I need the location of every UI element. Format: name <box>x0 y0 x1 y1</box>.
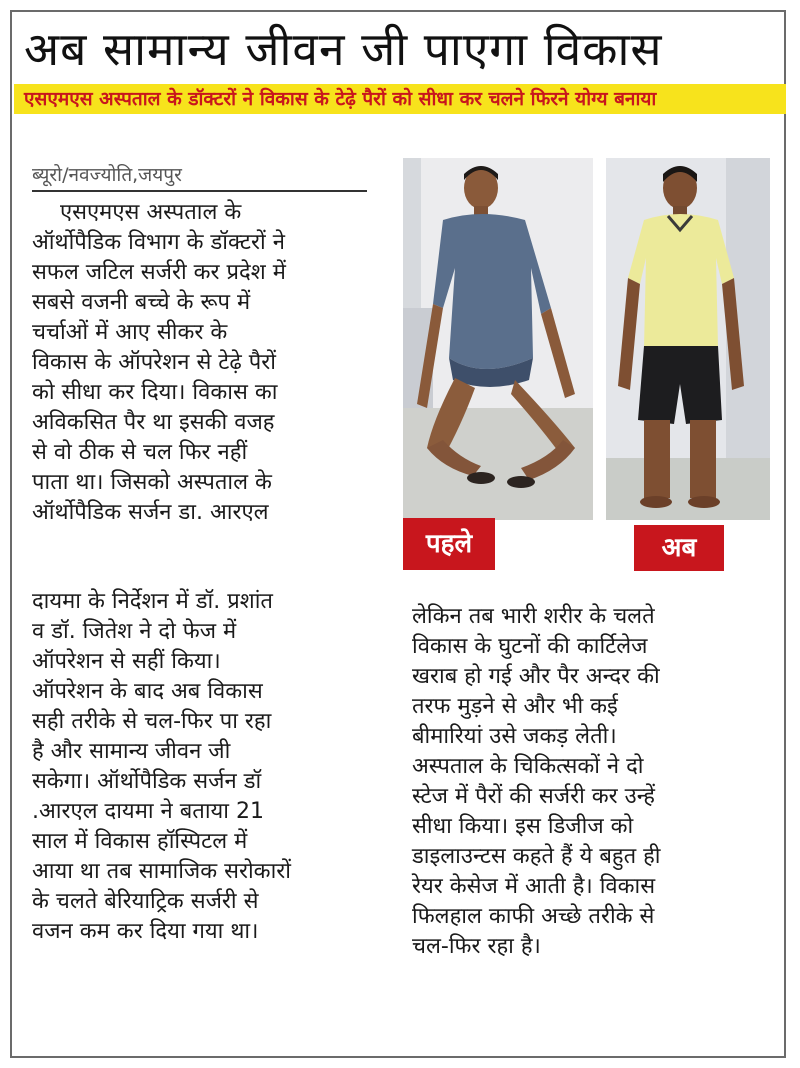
text-column-2 <box>32 587 392 947</box>
before-label: पहले <box>403 518 495 570</box>
after-label: अब <box>634 525 724 571</box>
column3-line: चल-फिर रहा है। <box>412 934 541 959</box>
column2-line: वजन कम कर दिया गया था। <box>32 919 259 944</box>
column2-line: ऑपरेशन से सहीं किया। <box>32 649 221 674</box>
column2-line: सही तरीके से चल-फिर पा रहा <box>32 709 272 734</box>
column1-line: सबसे वजनी बच्चे के रूप में <box>32 290 251 315</box>
headline: अब सामान्य जीवन जी पाएगा विकास <box>24 22 663 76</box>
column1-line: सफल जटिल सर्जरी कर प्रदेश में <box>32 260 286 285</box>
byline: ब्यूरो/नवज्योति,जयपुर <box>32 160 367 192</box>
column2-line: सकेगा। ऑर्थोपैडिक सर्जन डॉ <box>32 769 262 794</box>
column1-line: विकास के ऑपरेशन से टेढ़े पैरों <box>32 350 276 375</box>
column1-line: को सीधा कर दिया। विकास का <box>32 380 278 405</box>
column3-line: डाइलाउन्टस कहते हैं ये बहुत ही <box>412 844 661 869</box>
column1-line: चर्चाओं में आए सीकर के <box>32 320 228 345</box>
column1-line: अविकसित पैर था इसकी वजह <box>32 410 275 435</box>
text-column-3 <box>412 602 782 962</box>
column1-line: एसएमएस अस्पताल के <box>32 200 242 225</box>
text-column-1 <box>32 198 372 528</box>
column3-line: तरफ मुड़ने से और भी कई <box>412 694 618 719</box>
photo-before <box>403 158 593 520</box>
column3-line: रेयर केसेज में आती है। विकास <box>412 874 656 899</box>
column3-line: लेकिन तब भारी शरीर के चलते <box>412 604 655 629</box>
column3-line: स्टेज में पैरों की सर्जरी कर उन्हें <box>412 784 655 809</box>
column2-line: है और सामान्य जीवन जी <box>32 739 231 764</box>
column2-line: व डॉ. जितेश ने दो फेज में <box>32 619 237 644</box>
photo-after <box>606 158 770 520</box>
column3-line: अस्पताल के चिकित्सकों ने दो <box>412 754 644 779</box>
column2-line: साल में विकास हॉस्पिटल में <box>32 829 248 854</box>
column3-line: खराब हो गई और पैर अन्दर की <box>412 664 660 689</box>
column3-line: विकास के घुटनों की कार्टिलेज <box>412 634 648 659</box>
column1-line: ऑर्थोपैडिक विभाग के डॉक्टरों ने <box>32 230 285 255</box>
column2-line: के चलते बेरियाट्रिक सर्जरी से <box>32 889 259 914</box>
column2-line: .आरएल दायमा ने बताया 21 <box>32 799 264 824</box>
column3-line: फिलहाल काफी अच्छे तरीके से <box>412 904 655 929</box>
column3-line: सीधा किया। इस डिजीज को <box>412 814 634 839</box>
subheadline-bar: एसएमएस अस्पताल के डॉक्टरों ने विकास के टेढ़े पैरों को सीधा कर चलने फिरने योग्य बनाया <box>14 84 786 114</box>
column2-line: ऑपरेशन के बाद अब विकास <box>32 679 263 704</box>
column2-line: आया था तब सामाजिक सरोकारों <box>32 859 291 884</box>
column2-line: दायमा के निर्देशन में डॉ. प्रशांत <box>32 589 273 614</box>
column1-line: पाता था। जिसको अस्पताल के <box>32 470 272 495</box>
column3-line: बीमारियां उसे जकड़ लेती। <box>412 724 617 749</box>
column1-line: ऑर्थोपैडिक सर्जन डा. आरएल <box>32 500 269 525</box>
column1-line: से वो ठीक से चल फिर नहीं <box>32 440 248 465</box>
